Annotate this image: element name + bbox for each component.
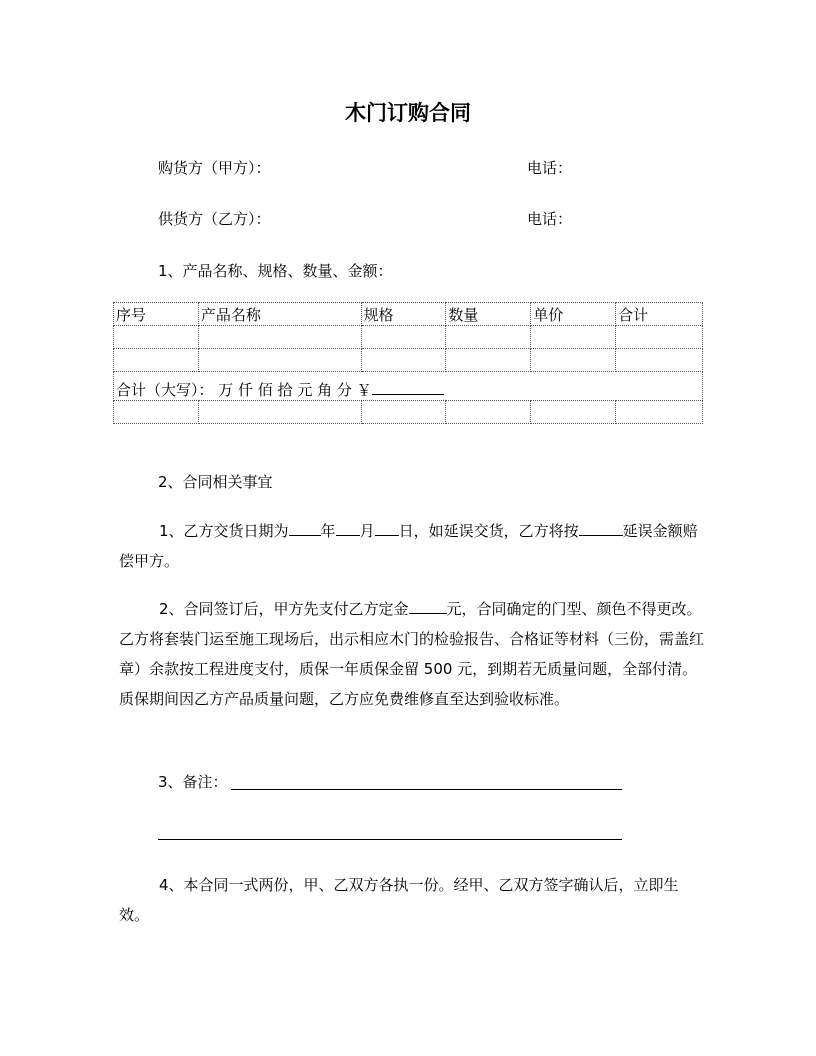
clause-2 bbox=[119, 594, 704, 714]
table-header: 合计 bbox=[616, 303, 703, 326]
total-amount-blank bbox=[372, 379, 444, 395]
table-cell bbox=[616, 349, 703, 372]
total-cell bbox=[114, 372, 703, 401]
clause-4: 4、本合同一式两份，甲、乙双方各执一份。经甲、乙双方签字确认后，立即生效。 bbox=[119, 876, 679, 924]
product-table bbox=[113, 302, 703, 424]
table-cell bbox=[446, 326, 531, 349]
table-cell bbox=[198, 401, 361, 424]
total-label: 合计（大写）： 万 仟 佰 拾 元 角 分 ￥ bbox=[116, 381, 372, 399]
table-cell bbox=[361, 349, 446, 372]
table-cell bbox=[361, 401, 446, 424]
table-header: 产品名称 bbox=[198, 303, 361, 326]
month-blank bbox=[336, 520, 360, 536]
remarks-line-2 bbox=[158, 839, 622, 840]
table-cell bbox=[531, 401, 616, 424]
buyer-label: 购货方（甲方）： bbox=[158, 159, 271, 177]
table-cell bbox=[198, 349, 361, 372]
clause-2-text: 2、合同签订后，甲方先支付乙方定金 bbox=[159, 600, 409, 618]
table-cell bbox=[616, 401, 703, 424]
document-title: 木门订购合同 bbox=[345, 100, 471, 125]
clause-2-text: 元，合同确定的门型、颜色不得更改。乙方将套装门运至施工现场后，出示相应木门的检验报告、合格证等材料（三份，需盖红章）余款按工程进度支付，质保一年质保金留 500 元，到期若无质量问题，全部付清。质保期间因乙方产品质量问题，乙方应免费维修直至达到验收标准。 bbox=[119, 600, 705, 708]
clause-1-text: 延误金额赔偿甲方。 bbox=[119, 522, 698, 570]
penalty-blank bbox=[579, 520, 623, 536]
clause-1-text: 日，如延误交货，乙方将按 bbox=[398, 522, 579, 540]
table-cell bbox=[198, 326, 361, 349]
supplier-phone-label: 电话： bbox=[527, 210, 573, 228]
table-cell bbox=[114, 349, 199, 372]
table-cell bbox=[616, 326, 703, 349]
table-row bbox=[114, 326, 703, 349]
supplier-label: 供货方（乙方）： bbox=[158, 210, 271, 228]
table-header: 序号 bbox=[114, 303, 199, 326]
remarks-line-1 bbox=[231, 789, 622, 790]
buyer-phone-label: 电话： bbox=[527, 159, 573, 177]
clause-1-text: 月 bbox=[359, 522, 375, 540]
table-total-row bbox=[114, 372, 703, 401]
clause-1-text: 1、乙方交货日期为 bbox=[159, 522, 289, 540]
table-cell bbox=[361, 326, 446, 349]
year-blank bbox=[289, 520, 321, 536]
table-row bbox=[114, 401, 703, 424]
section2-heading: 2、合同相关事宜 bbox=[158, 473, 273, 491]
table-header: 规格 bbox=[361, 303, 446, 326]
table-cell bbox=[531, 326, 616, 349]
deposit-blank bbox=[409, 598, 447, 614]
table-row bbox=[114, 349, 703, 372]
clause-3-label: 3、备注： bbox=[158, 773, 228, 791]
table-cell bbox=[114, 326, 199, 349]
table-cell bbox=[114, 401, 199, 424]
table-header: 数量 bbox=[446, 303, 531, 326]
table-cell bbox=[446, 349, 531, 372]
clause-1-text: 年 bbox=[320, 522, 336, 540]
table-cell bbox=[446, 401, 531, 424]
table-cell bbox=[531, 349, 616, 372]
clause-1 bbox=[119, 516, 704, 576]
table-header-row bbox=[114, 303, 703, 326]
day-blank bbox=[375, 520, 399, 536]
section1-heading: 1、产品名称、规格、数量、金额： bbox=[158, 262, 393, 280]
table-header: 单价 bbox=[531, 303, 616, 326]
